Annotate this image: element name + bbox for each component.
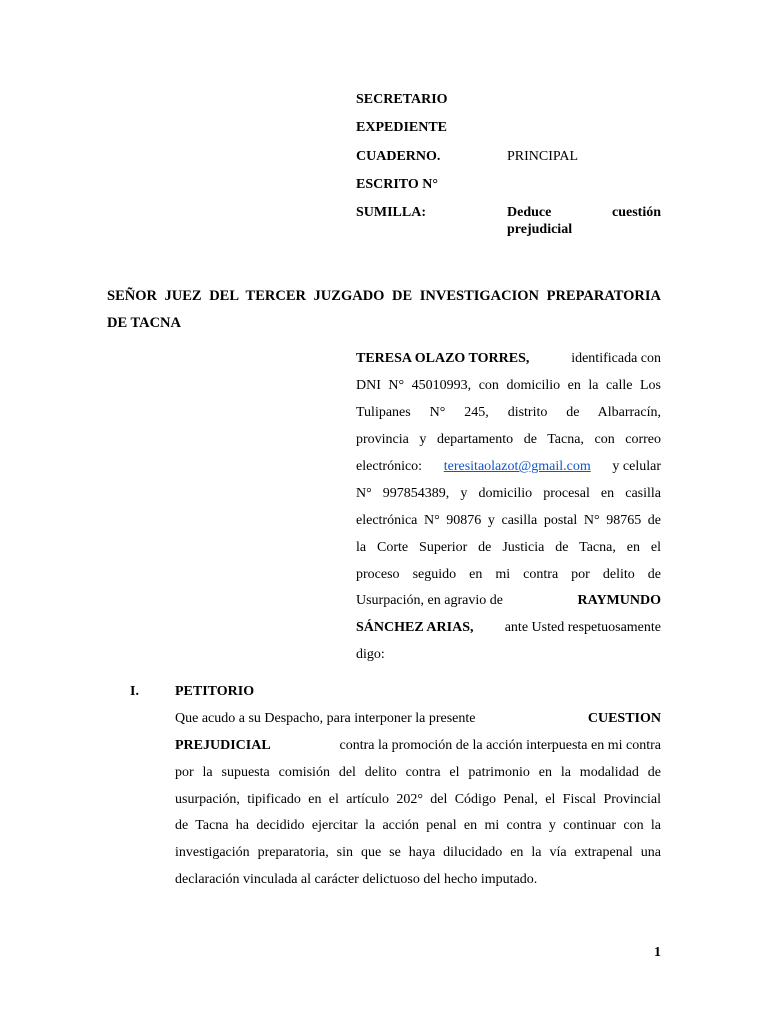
sumilla-value-line1 xyxy=(507,205,661,221)
petitorio-line-1-bold: CUESTION xyxy=(587,711,661,726)
aggrieved-name-part1: RAYMUNDO xyxy=(577,593,661,608)
intro-line-8: la Corte Superior de Justicia de Tacna, en el xyxy=(356,540,661,555)
intro-line-5-post: y celular xyxy=(612,459,661,474)
section-number: I. xyxy=(130,684,139,699)
intro-line-10 xyxy=(356,593,661,609)
petitorio-line-5: de Tacna ha decidido ejercitar la acción penal en mi contra y continuar con la xyxy=(175,818,661,833)
page-number: 1 xyxy=(654,945,661,960)
petitorio-line-1-pre: Que acudo a su Despacho, para interponer la presente xyxy=(175,711,476,726)
petitorio-line-6: investigación preparatoria, sin que se haya dilucidado en la vía extrapenal una xyxy=(175,845,661,860)
cuaderno-value: PRINCIPAL xyxy=(507,149,579,164)
intro-line-5 xyxy=(356,459,661,475)
petitorio-line-3: por la supuesta comisión del delito contra el patrimonio en la modalidad de xyxy=(175,765,661,780)
intro-line-9: proceso seguido en mi contra por delito de xyxy=(356,567,661,582)
intro-line-2: DNI N° 45010993, con domicilio en la calle Los xyxy=(356,378,661,393)
intro-line-4: provincia y departamento de Tacna, con correo xyxy=(356,432,661,447)
addressee-line2: DE TACNA xyxy=(107,315,181,331)
intro-line-12: digo: xyxy=(356,647,385,662)
petitorio-line-2-bold: PREJUDICIAL xyxy=(175,738,271,753)
escrito-label: ESCRITO N° xyxy=(356,177,438,192)
addressee-line1: SEÑOR JUEZ DEL TERCER JUZGADO DE INVESTIGACION PREPARATORIA xyxy=(107,288,661,304)
sumilla-word-cuestion: cuestión xyxy=(612,205,661,220)
petitorio-line-2-rest: contra la promoción de la acción interpuesta en mi contra xyxy=(339,738,661,753)
intro-line-7: electrónica N° 90876 y casilla postal N° 98765 de xyxy=(356,513,661,528)
appellant-name: TERESA OLAZO TORRES, xyxy=(356,351,530,366)
sumilla-value-line2: prejudicial xyxy=(507,222,573,237)
sumilla-label: SUMILLA: xyxy=(356,205,427,220)
petitorio-line-7: declaración vinculada al carácter delictuoso del hecho imputado. xyxy=(175,872,538,887)
email-link[interactable]: teresitaolazot@gmail.com xyxy=(443,459,591,474)
section-title: PETITORIO xyxy=(175,684,255,699)
intro-line-10-pre: Usurpación, en agravio de xyxy=(356,593,503,608)
secretario-label: SECRETARIO xyxy=(356,92,448,107)
aggrieved-name-part2: SÁNCHEZ ARIAS, xyxy=(356,620,474,635)
intro-line-6: N° 997854389, y domicilio procesal en casilla xyxy=(356,486,661,501)
intro-line-1-rest: identificada con xyxy=(571,351,661,366)
petitorio-line-4: usurpación, tipificado en el artículo 202° del Código Penal, el Fiscal Provincial xyxy=(175,792,661,807)
intro-line-1 xyxy=(356,351,661,367)
expediente-label: EXPEDIENTE xyxy=(356,120,448,135)
intro-line-3: Tulipanes N° 245, distrito de Albarracín, xyxy=(356,405,661,420)
cuaderno-label: CUADERNO. xyxy=(356,149,441,164)
intro-line-11-rest: ante Usted respetuosamente xyxy=(504,620,661,635)
intro-line-5-pre: electrónico: xyxy=(356,459,423,474)
sumilla-word-deduce: Deduce xyxy=(507,205,552,220)
intro-line-11 xyxy=(356,620,661,636)
petitorio-line-1 xyxy=(175,711,661,727)
petitorio-line-2 xyxy=(175,738,661,754)
